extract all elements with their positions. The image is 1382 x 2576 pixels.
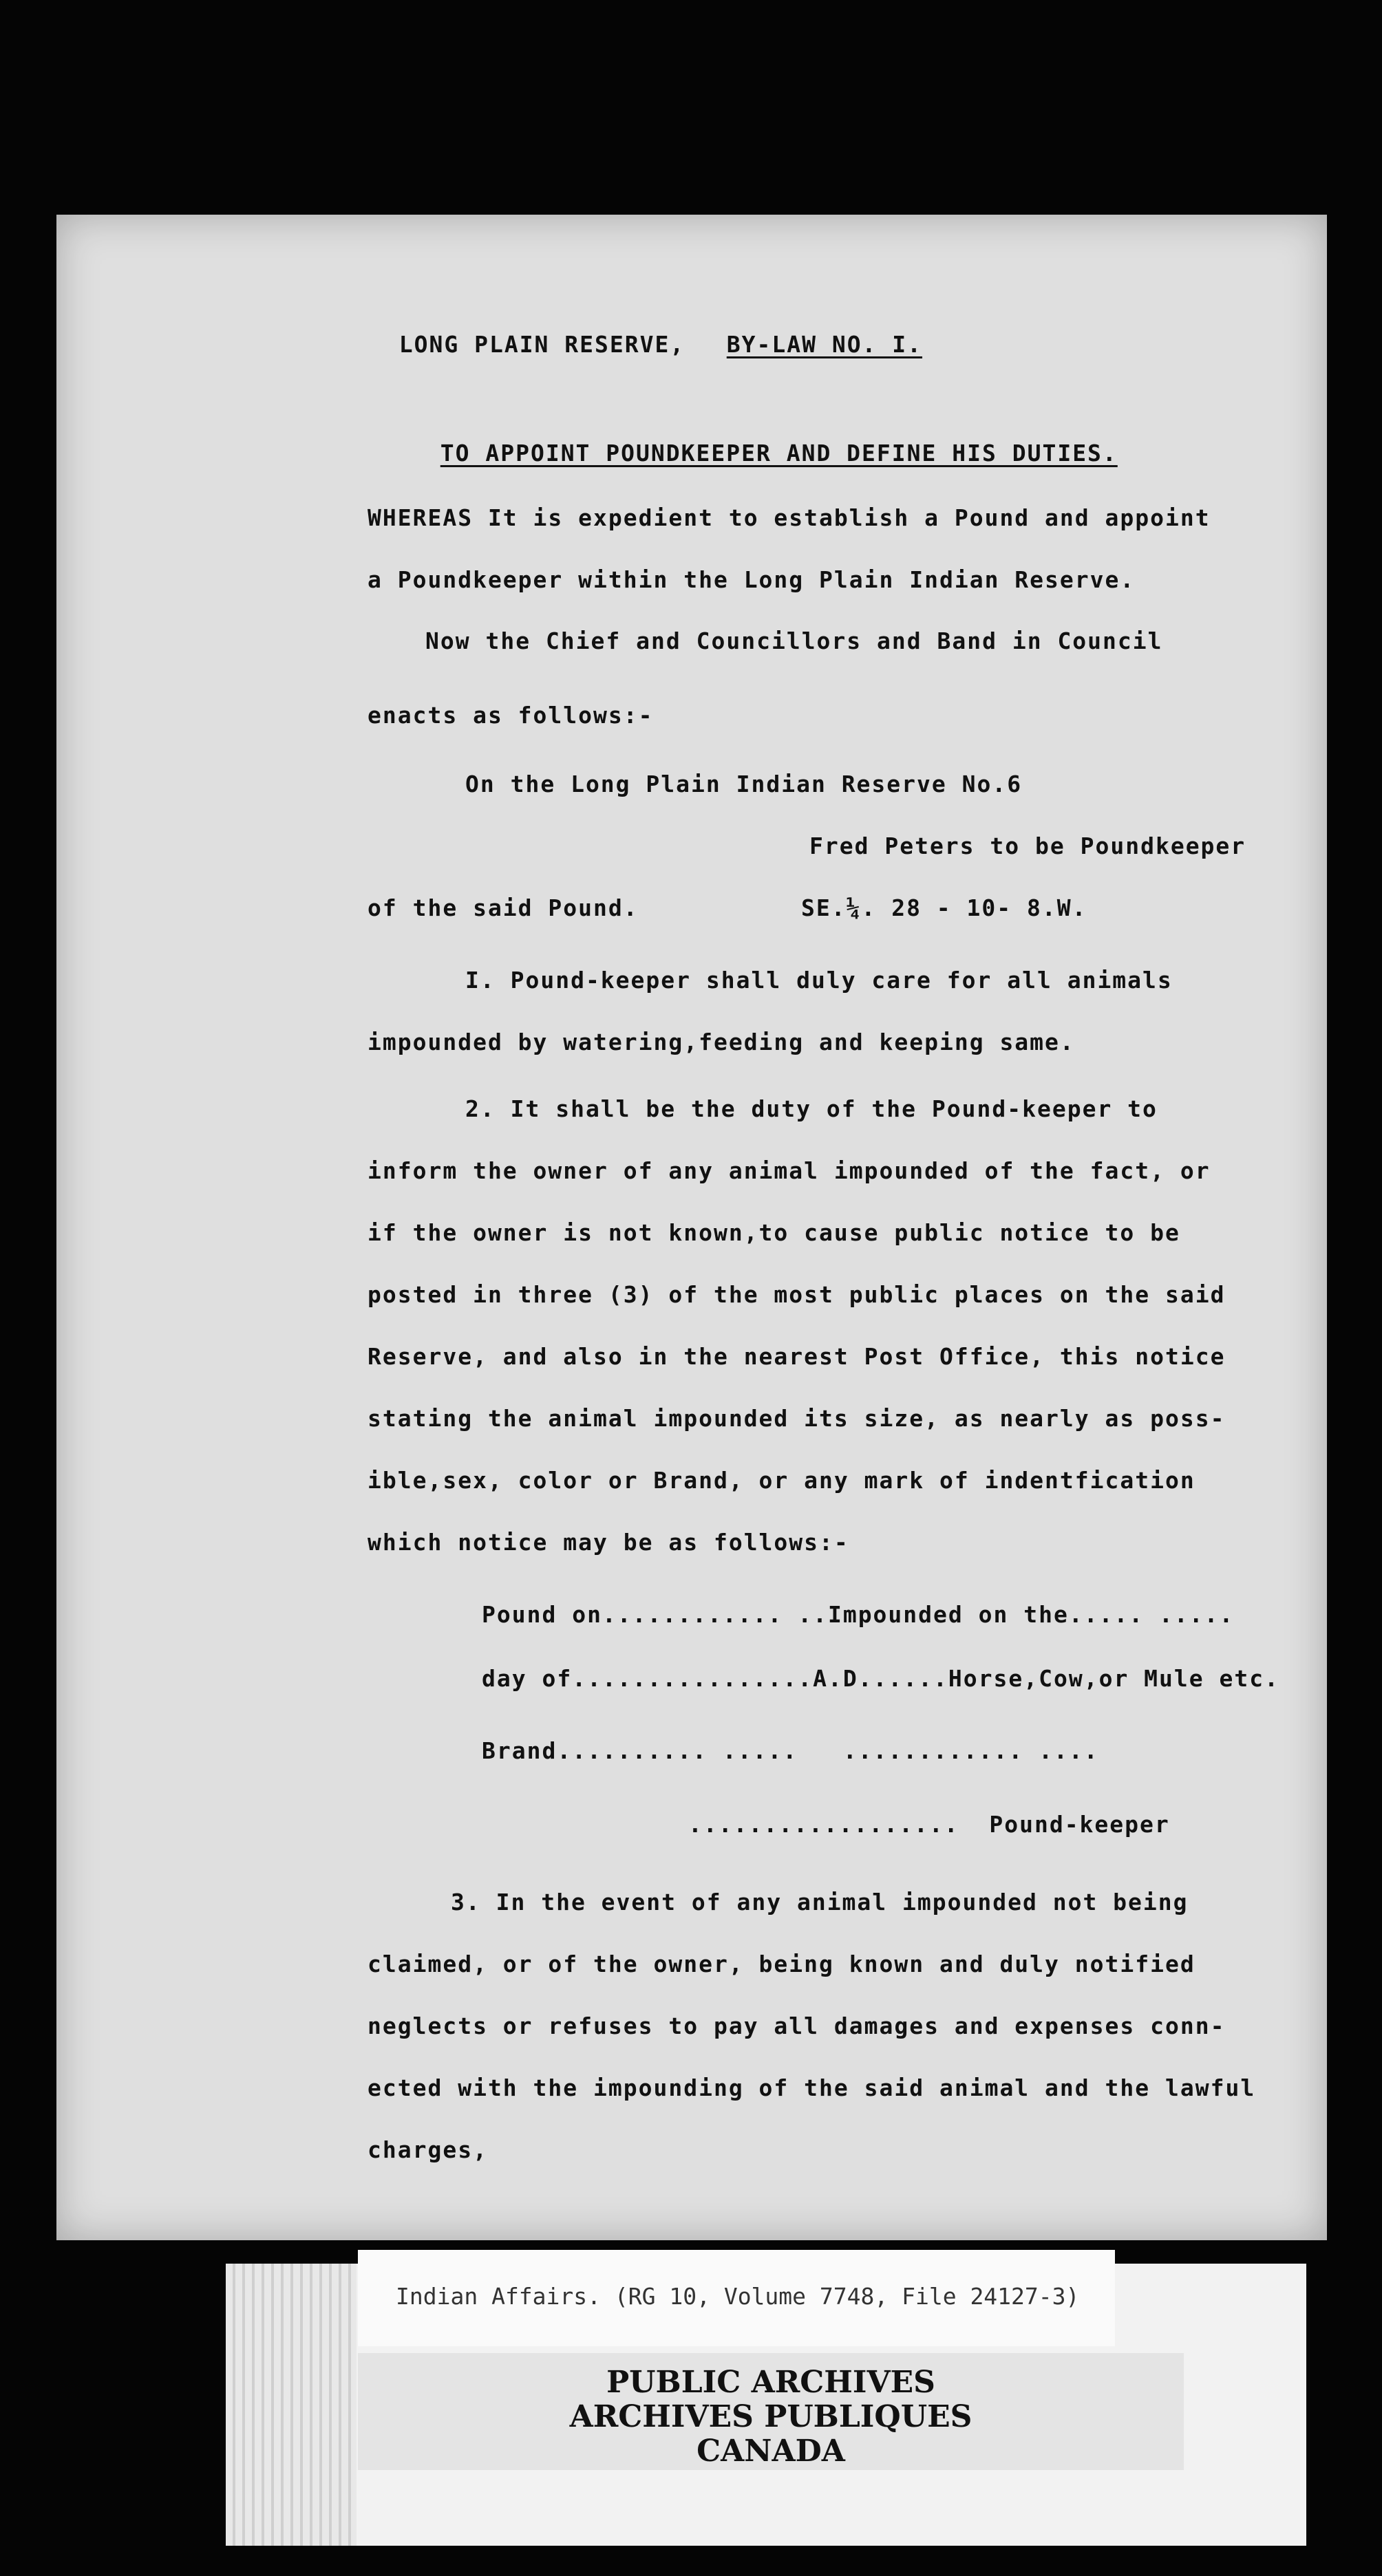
header-bylaw [697, 304, 922, 358]
stamp-line-1: PUBLIC ARCHIVES [606, 2365, 935, 2400]
line-19: Pound on............ ..Impounded on the..... ..... [482, 1601, 1235, 1628]
archive-reference-text: Indian Affairs. (RG 10, Volume 7748, File 24127-3) [396, 2283, 1080, 2310]
line-11: 2. It shall be the duty of the Pound-keeper to [465, 1095, 1158, 1122]
line-21: Brand.......... ..... ............ .... [482, 1737, 1099, 1764]
line-27: charges, [368, 2136, 488, 2163]
line-18: which notice may be as follows:- [368, 1529, 849, 1556]
film-strip-edge [226, 2264, 357, 2546]
line-25: neglects or refuses to pay all damages and expenses conn- [368, 2012, 1226, 2039]
line-24: claimed, or of the owner, being known and duly notified [368, 1951, 1195, 1977]
line-22: .................. Pound-keeper [688, 1811, 1170, 1838]
line-4: enacts as follows:- [368, 702, 654, 729]
line-1: WHEREAS It is expedient to establish a Pound and appoint [368, 504, 1211, 531]
line-7: of the said Pound. [368, 894, 639, 921]
document-title [410, 413, 1118, 466]
line-8: SE.¼. 28 - 10- 8.W. [801, 894, 1087, 921]
line-15: Reserve, and also in the nearest Post Office, this notice [368, 1343, 1226, 1370]
line-17: ible,sex, color or Brand, or any mark of indentfication [368, 1467, 1195, 1494]
line-3: Now the Chief and Councillors and Band in Council [425, 627, 1163, 654]
line-26: ected with the impounding of the said animal and the lawful [368, 2074, 1256, 2101]
document-title-text: TO APPOINT POUNDKEEPER AND DEFINE HIS DUTIES. [440, 440, 1118, 466]
stamp-line-2: ARCHIVES PUBLIQUES [569, 2399, 972, 2434]
line-13: if the owner is not known,to cause public notice to be [368, 1219, 1180, 1246]
line-10: impounded by watering,feeding and keeping same. [368, 1029, 1075, 1055]
line-6: Fred Peters to be Poundkeeper [809, 833, 1246, 859]
line-9: I. Pound-keeper shall duly care for all animals [465, 967, 1173, 994]
line-5: On the Long Plain Indian Reserve No.6 [465, 771, 1023, 797]
line-20: day of................A.D......Horse,Cow,or Mule etc. [482, 1665, 1279, 1692]
header-reserve [369, 304, 685, 358]
header-reserve-text: LONG PLAIN RESERVE, [398, 331, 685, 358]
line-2: a Poundkeeper within the Long Plain Indian Reserve. [368, 566, 1136, 593]
line-23: 3. In the event of any animal impounded not being [451, 1889, 1189, 1915]
line-12: inform the owner of any animal impounded of the fact, or [368, 1157, 1211, 1184]
line-16: stating the animal impounded its size, as nearly as poss- [368, 1405, 1226, 1432]
line-14: posted in three (3) of the most public places on the said [368, 1281, 1226, 1308]
stamp-line-3: CANADA [697, 2434, 845, 2469]
archive-stamp [358, 2353, 1184, 2470]
header-bylaw-text: BY-LAW NO. I. [726, 331, 923, 358]
